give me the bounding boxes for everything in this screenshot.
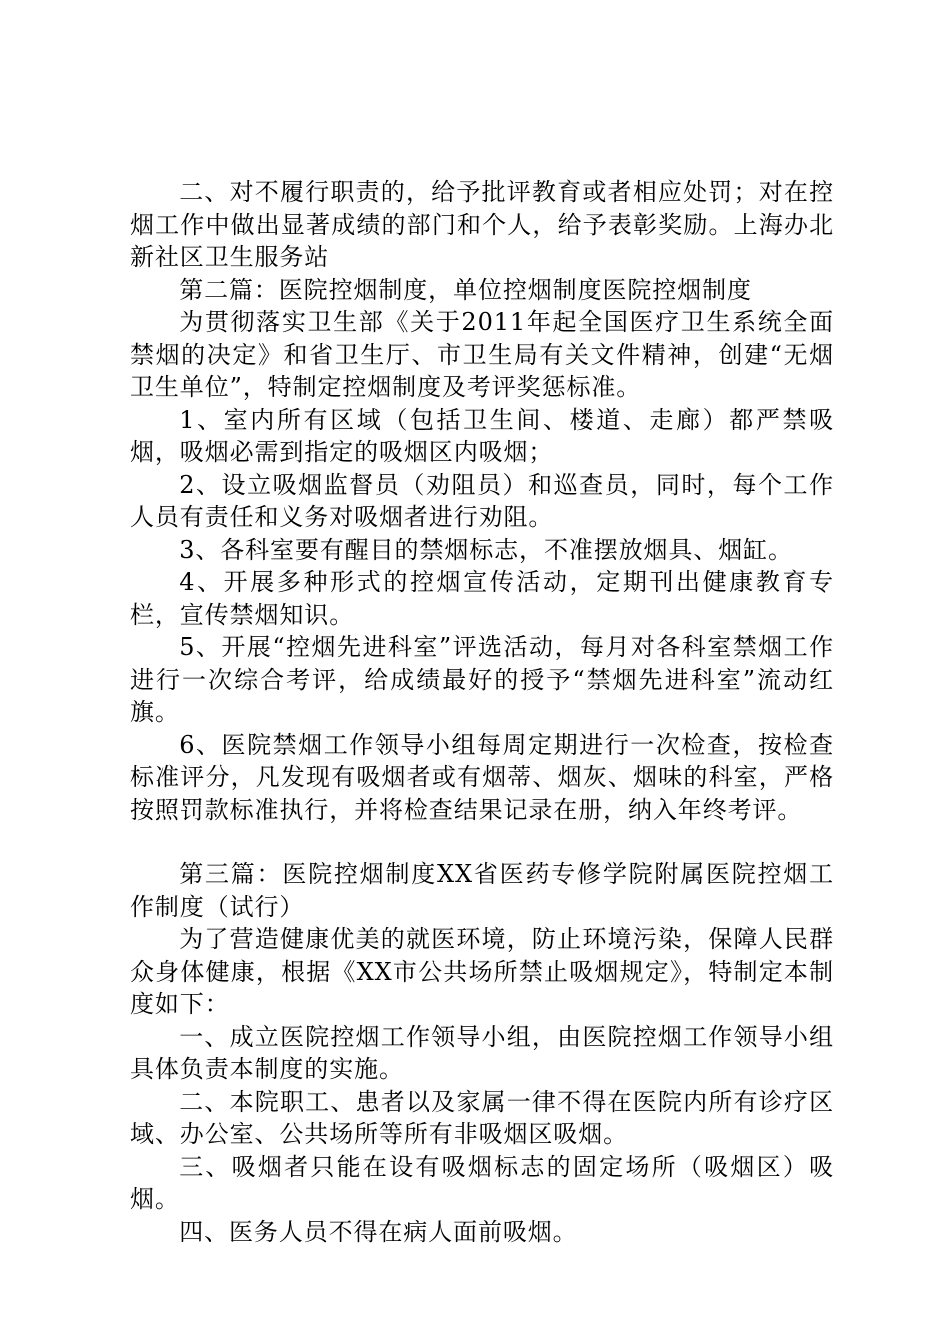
rule-item-one: 一、成立医院控烟工作领导小组，由医院控烟工作领导小组具体负责本制度的实施。: [130, 1022, 834, 1083]
paragraph-intro-part-2: 为贯彻落实卫生部《关于2011年起全国医疗卫生系统全面禁烟的决定》和省卫生厅、市卫生局有关文件精神，创建“无烟卫生单位”，特制定控烟制度及考评奖惩标准。: [130, 308, 834, 401]
rule-item-5: 5、开展“控烟先进科室”评选活动，每月对各科室禁烟工作进行一次综合考评，给成绩最好的授予“禁烟先进科室”流动红旗。: [130, 633, 834, 726]
rule-item-6: 6、医院禁烟工作领导小组每周定期进行一次检查，按检查标准评分，凡发现有吸烟者或有烟蒂、烟灰、烟味的科室，严格按照罚款标准执行，并将检查结果记录在册，纳入年终考评。: [130, 730, 834, 824]
rule-item-2: 2、设立吸烟监督员（劝阻员）和巡查员，同时，每个工作人员有责任和义务对吸烟者进行劝阻。: [130, 470, 834, 531]
document-body: [130, 176, 834, 1248]
rule-item-4: 4、开展多种形式的控烟宣传活动，定期刊出健康教育专栏，宣传禁烟知识。: [130, 568, 834, 629]
section-heading-part-2: 第二篇：医院控烟制度，单位控烟制度医院控烟制度: [179, 275, 752, 304]
paragraph-intro-part-3: 为了营造健康优美的就医环境，防止环境污染，保障人民群众身体健康，根据《XX市公共场所禁止吸烟规定》，特制定本制度如下：: [130, 925, 834, 1018]
paragraph-spacer: [130, 826, 834, 858]
paragraph-item-2: 二、对不履行职责的，给予批评教育或者相应处罚；对在控烟工作中做出显著成绩的部门和个人，给予表彰奖励。上海办北新社区卫生服务站: [130, 178, 834, 271]
rule-item-two: 二、本院职工、患者以及家属一律不得在医院内所有诊疗区域、办公室、公共场所等所有非吸烟区吸烟。: [130, 1087, 834, 1148]
rule-item-three: 三、吸烟者只能在设有吸烟标志的固定场所（吸烟区）吸烟。: [130, 1152, 834, 1213]
rule-item-four: 四、医务人员不得在病人面前吸烟。: [179, 1217, 578, 1246]
section-heading-part-3: 第三篇：医院控烟制度XX省医药专修学院附属医院控烟工作制度（试行）: [130, 860, 834, 921]
rule-item-1: 1、室内所有区域（包括卫生间、楼道、走廊）都严禁吸烟，吸烟必需到指定的吸烟区内吸烟；: [130, 405, 834, 466]
rule-item-3: 3、各科室要有醒目的禁烟标志，不准摆放烟具、烟缸。: [179, 535, 793, 564]
